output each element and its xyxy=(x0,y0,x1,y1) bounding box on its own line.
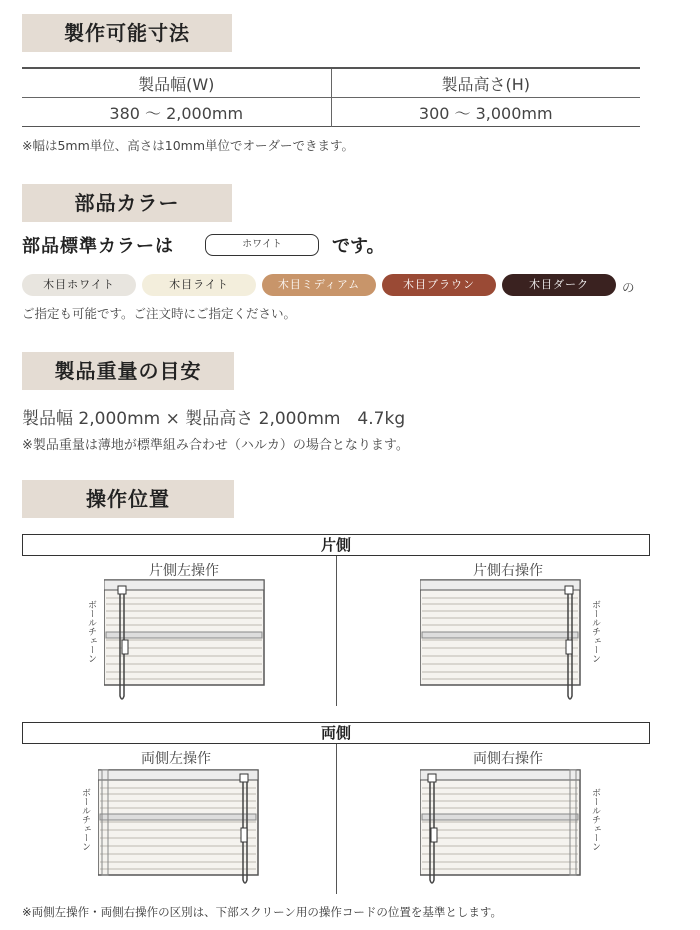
color-option-dark-wood: 木目ダーク xyxy=(502,274,616,296)
color-option-brown-wood: 木目ブラウン xyxy=(382,274,496,296)
position-footnote: ※両側左操作・両側右操作の区別は、下部スクリーン用の操作コードの位置を基準とします。 xyxy=(22,905,502,919)
color-option-light-wood: 木目ライト xyxy=(142,274,256,296)
size-note: ※幅は5mm単位、高さは10mm単位でオーダーできます。 xyxy=(22,138,355,153)
standard-color-prefix: 部品標準カラーは xyxy=(22,236,174,257)
double-left-chain-label: ボールチェーン xyxy=(80,788,90,851)
double-divider xyxy=(336,744,337,894)
double-side-title: 両側 xyxy=(22,722,650,744)
size-value-width: 380 ～ 2,000mm xyxy=(22,98,331,127)
single-left-caption: 片側左操作 xyxy=(149,563,219,579)
double-right-caption: 両側右操作 xyxy=(473,751,543,767)
size-table xyxy=(22,67,640,127)
section-header-color: 部品カラー xyxy=(22,184,232,222)
double-right-chain-label: ボールチェーン xyxy=(590,788,600,851)
single-divider xyxy=(336,556,337,706)
double-right-blind-diagram xyxy=(420,768,590,896)
weight-note: ※製品重量は薄地が標準組み合わせ（ハルカ）の場合となります。 xyxy=(22,438,409,453)
double-left-blind-diagram xyxy=(98,768,268,896)
color-option-medium-wood: 木目ミディアム xyxy=(262,274,376,296)
color-options-suffix: の xyxy=(622,280,635,295)
standard-color-chip: ホワイト xyxy=(205,234,319,256)
weight-text: 製品幅 2,000mm × 製品高さ 2,000mm 4.7kg xyxy=(22,409,406,429)
single-right-blind-diagram xyxy=(420,578,590,706)
single-left-blind-diagram xyxy=(104,578,274,706)
size-value-height: 300 ～ 3,000mm xyxy=(418,103,553,123)
section-header-position: 操作位置 xyxy=(22,480,234,518)
section-header-weight: 製品重量の目安 xyxy=(22,352,234,390)
size-header-width: 製品幅(W) xyxy=(22,68,331,98)
single-side-title: 片側 xyxy=(22,534,650,556)
single-left-chain-label: ボールチェーン xyxy=(86,600,96,663)
color-option-white-wood: 木目ホワイト xyxy=(22,274,136,296)
size-header-height: 製品高さ(H) xyxy=(331,68,640,98)
single-right-chain-label: ボールチェーン xyxy=(590,600,600,663)
section-header-size: 製作可能寸法 xyxy=(22,14,232,52)
single-right-caption: 片側右操作 xyxy=(473,563,543,579)
color-note: ご指定も可能です。ご注文時にご指定ください。 xyxy=(22,306,297,321)
double-left-caption: 両側左操作 xyxy=(141,751,211,767)
standard-color-suffix: です。 xyxy=(332,236,385,257)
